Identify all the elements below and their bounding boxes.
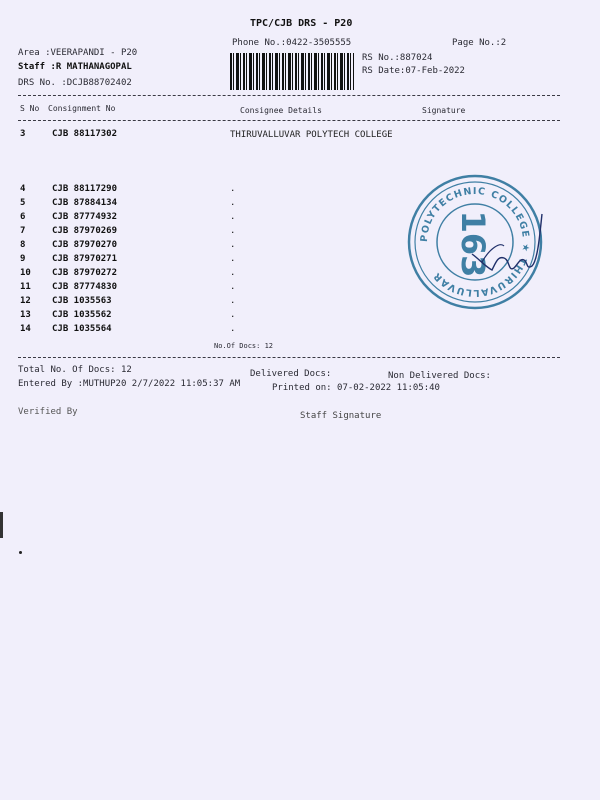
row-sno: 13 — [20, 310, 31, 320]
table-row — [18, 324, 318, 338]
table-row — [18, 282, 318, 296]
scan-edge-mark — [0, 512, 3, 538]
table-row — [18, 198, 318, 212]
table-row — [18, 184, 318, 198]
table-row — [18, 226, 318, 240]
row-consignment: CJB 87884134 — [52, 198, 118, 208]
barcode-image — [230, 53, 354, 90]
row-dot: . — [230, 212, 236, 222]
table-row — [18, 254, 318, 268]
table-row — [18, 240, 318, 254]
row-sno: 14 — [20, 324, 31, 334]
rs-date: RS Date:07-Feb-2022 — [362, 66, 465, 76]
total-docs: Total No. Of Docs: 12 — [18, 365, 132, 375]
column-sno: S No — [20, 104, 40, 113]
non-delivered-docs: Non Delivered Docs: — [388, 371, 491, 381]
row-consignment: CJB 88117290 — [52, 184, 118, 194]
page-number: Page No.:2 — [452, 38, 507, 48]
row-sno: 9 — [20, 254, 26, 264]
row-consignment: CJB 1035564 — [52, 324, 112, 334]
footer-divider — [18, 357, 560, 358]
row-consignment: CJB 87970269 — [52, 226, 118, 236]
docs-count: No.Of Docs: 12 — [214, 342, 274, 350]
row-consignment: CJB 1035563 — [52, 296, 112, 306]
phone-number: Phone No.:0422-3505555 — [232, 38, 352, 48]
column-consignee: Consignee Details — [240, 106, 322, 115]
column-consignment: Consignment No — [48, 104, 116, 113]
printed-on: Printed on: 07-02-2022 11:05:40 — [272, 383, 440, 393]
row-consignment: CJB 88117302 — [52, 129, 118, 139]
row-consignment: CJB 87774932 — [52, 212, 118, 222]
column-signature: Signature — [422, 106, 466, 115]
college-stamp — [400, 162, 550, 322]
row-sno: 6 — [20, 212, 26, 222]
row-dot: . — [230, 310, 236, 320]
document-title: TPC/CJB DRS - P20 — [250, 18, 353, 29]
area-label: Area :VEERAPANDI - P20 — [18, 48, 138, 58]
scan-speck — [19, 551, 22, 554]
stamp-number: 163 — [454, 210, 492, 278]
row-dot: . — [230, 282, 236, 292]
table-row — [18, 296, 318, 310]
row-sno: 10 — [20, 268, 31, 278]
column-divider — [18, 120, 560, 121]
row-sno: 11 — [20, 282, 31, 292]
table-row — [18, 310, 318, 324]
row-dot: . — [230, 296, 236, 306]
row-dot: . — [230, 324, 236, 334]
row-sno: 8 — [20, 240, 26, 250]
row-dot: . — [230, 184, 236, 194]
row-sno: 3 — [20, 129, 26, 139]
row-consignment: CJB 87970272 — [52, 268, 118, 278]
row-consignment: CJB 87774830 — [52, 282, 118, 292]
entered-by: Entered By :MUTHUP20 2/7/2022 11:05:37 AM — [18, 379, 241, 389]
delivered-docs: Delivered Docs: — [250, 369, 332, 379]
table-row — [18, 268, 318, 282]
stamp-ring-text: POLYTECHNIC COLLEGE ★ THIRUVALLUVAR — [418, 185, 532, 299]
consignee-name: THIRUVALLUVAR POLYTECH COLLEGE — [230, 130, 393, 140]
row-dot: . — [230, 198, 236, 208]
row-dot: . — [230, 226, 236, 236]
header-divider — [18, 95, 560, 96]
row-sno: 7 — [20, 226, 26, 236]
row-dot: . — [230, 268, 236, 278]
verified-by: Verified By — [18, 407, 78, 417]
row-consignment: CJB 87970270 — [52, 240, 118, 250]
row-dot: . — [230, 254, 236, 264]
drs-number: DRS No. :DCJB88702402 — [18, 78, 132, 88]
rs-number: RS No.:887024 — [362, 53, 433, 63]
row-consignment: CJB 87970271 — [52, 254, 118, 264]
row-sno: 5 — [20, 198, 26, 208]
row-sno: 12 — [20, 296, 31, 306]
staff-label: Staff :R MATHANAGOPAL — [18, 62, 132, 72]
row-dot: . — [230, 240, 236, 250]
row-sno: 4 — [20, 184, 26, 194]
staff-signature-label: Staff Signature — [300, 411, 382, 421]
table-row — [18, 212, 318, 226]
row-consignment: CJB 1035562 — [52, 310, 112, 320]
